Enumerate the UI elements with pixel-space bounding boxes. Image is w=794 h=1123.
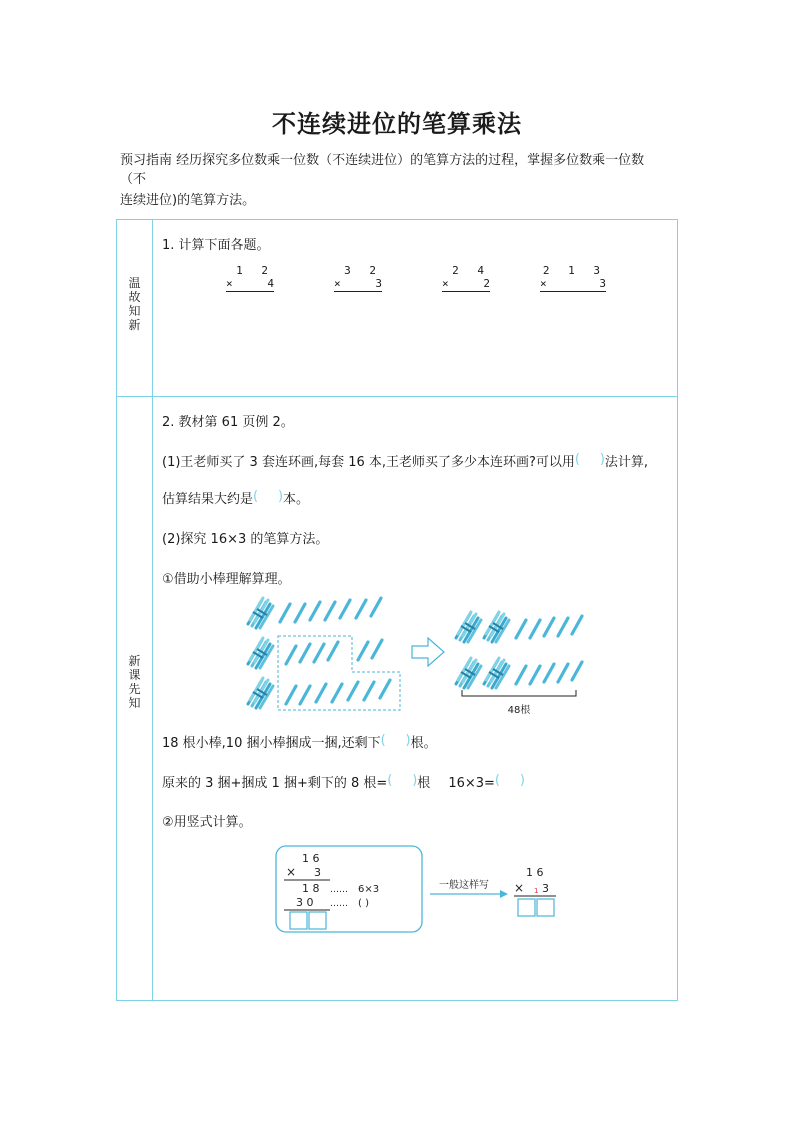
stick-bundle-icon: [248, 598, 273, 628]
side-char: 新: [128, 654, 141, 668]
text: 根: [417, 776, 431, 791]
mult-top: 1 2: [236, 264, 274, 277]
bracket-label: 48根: [507, 705, 531, 716]
calc-row-3: 1 8: [302, 882, 320, 895]
calc-note-1: 6×3: [358, 884, 380, 895]
question-2-part-1: [162, 451, 648, 470]
answer-blank[interactable]: [253, 491, 283, 505]
side-char: 先: [128, 682, 141, 696]
arrow-icon: [500, 890, 508, 898]
stick-bundle-icon: [484, 612, 509, 642]
stick-row-right-2: [516, 662, 582, 684]
carry-digit: 1: [534, 887, 539, 895]
stick-row-3: [286, 680, 390, 704]
question-2-part-2: (2)探究 16×3 的笔算方法。: [162, 532, 329, 547]
text: 根。: [410, 736, 437, 751]
answer-box[interactable]: [537, 899, 554, 916]
table-row-divider: [116, 396, 678, 397]
text: 法计算,: [604, 455, 649, 470]
estimate-line: [162, 488, 309, 507]
stick-bundle-icon: [248, 678, 273, 708]
times-sign: ×: [442, 277, 449, 290]
stick-row-right-1: [516, 616, 582, 638]
calc-note-2: ( ): [358, 898, 369, 909]
right-row-2: 3: [542, 882, 549, 895]
dots: ……: [330, 885, 348, 895]
sticks-illustration: [240, 592, 600, 722]
page-title: 不连续进位的笔算乘法: [272, 110, 522, 138]
mult-bottom: 3: [599, 277, 606, 290]
times-sign: ×: [226, 277, 233, 290]
vertical-calc-diagram: [270, 840, 570, 936]
calc-box: [276, 846, 422, 932]
stick-row-1: [280, 598, 381, 622]
text: (1)王老师买了 3 套连环画,每套 16 本,王老师买了多少本连环画?可以用: [162, 455, 575, 470]
text: 原来的 3 捆+捆成 1 捆+剩下的 8 根=: [162, 776, 388, 791]
text: 18 根小棒,10 捆小棒捆成一捆,还剩下: [162, 736, 381, 751]
step-2: ②用竖式计算。: [162, 815, 252, 830]
answer-blank[interactable]: [381, 735, 411, 749]
side-char: 知: [128, 696, 141, 710]
stick-bundle-icon: [248, 638, 273, 668]
arrow-label: 一般这样写: [439, 880, 489, 891]
mult-bottom: 2: [483, 277, 490, 290]
answer-box[interactable]: [518, 899, 535, 916]
mult-bottom: 3: [375, 277, 382, 290]
mult-problem-1: [226, 264, 274, 292]
mult-top: 2 1 3: [542, 264, 606, 277]
remaining-line: [162, 732, 437, 751]
stick-row-2: [286, 640, 382, 664]
original-line: [162, 772, 525, 791]
intro-line-2: 连续进位)的笔算方法。: [120, 193, 256, 208]
text: 16×3=: [448, 776, 495, 791]
mult-top: 2 4: [452, 264, 490, 277]
intro-line-1: 预习指南 经历探究多位数乘一位数（不连续进位）的笔算方法的过程，掌握多位数乘一位数（不: [120, 153, 645, 187]
calc-row-1: 1 6: [302, 852, 320, 865]
calc-row-4: 3 0: [296, 896, 314, 909]
answer-box[interactable]: [290, 912, 307, 929]
question-1: 1. 计算下面各题。: [162, 238, 270, 253]
answer-blank[interactable]: [575, 454, 605, 468]
side-char: 温: [128, 276, 141, 290]
mult-problem-4: [540, 264, 606, 292]
side-char: 新: [128, 318, 141, 332]
total-bracket: [462, 690, 576, 696]
times-sign: ×: [334, 277, 341, 290]
side-char: 故: [128, 290, 141, 304]
times-sign: ×: [286, 865, 297, 879]
answer-blank[interactable]: [387, 775, 417, 789]
mult-problem-2: [334, 264, 382, 292]
table-column-divider: [152, 219, 153, 1001]
times-sign: ×: [514, 881, 525, 895]
times-sign: ×: [540, 277, 547, 290]
right-row-1: 1 6: [526, 866, 544, 879]
question-2: 2. 教材第 61 页例 2。: [162, 415, 294, 430]
dots: ……: [330, 899, 348, 909]
side-char: 课: [128, 668, 141, 682]
stick-bundle-icon: [456, 658, 481, 688]
side-label-review: [116, 276, 153, 332]
mult-problem-3: [442, 264, 490, 292]
side-label-preview: [116, 654, 153, 710]
stick-bundle-icon: [484, 658, 509, 688]
right-arrow-icon: [412, 638, 444, 666]
text: 本。: [283, 492, 310, 507]
stick-bundle-icon: [456, 612, 481, 642]
side-char: 知: [128, 304, 141, 318]
answer-blank[interactable]: [495, 775, 525, 789]
step-1: ①借助小棒理解算理。: [162, 572, 291, 587]
mult-top: 3 2: [344, 264, 382, 277]
text: 估算结果大约是: [162, 492, 254, 507]
calc-row-2: 3: [314, 866, 321, 879]
mult-bottom: 4: [267, 277, 274, 290]
answer-box[interactable]: [309, 912, 326, 929]
